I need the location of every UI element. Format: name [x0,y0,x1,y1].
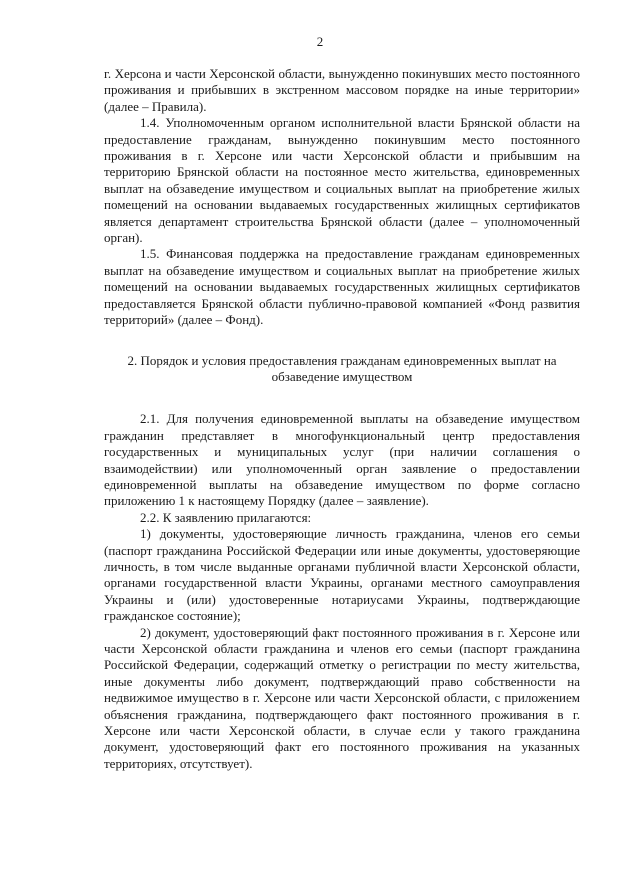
list-item-1: 1) документы, удостоверяющие личность гражданина, членов его семьи (паспорт гражданина Российской Федерации или иные документы, удостоверяющие личность, в том числе выданные органами публичной власти Херсонской области, органами государственной власти Украины, органами местного самоуправления Украины и (или) удостоверенные нотариусами Украины, подтверждающие гражданское состояние); [104,526,580,624]
document-body [104,66,580,772]
paragraph-1-5: 1.5. Финансовая поддержка на предоставление гражданам единовременных выплат на обзаведение имуществом и социальных выплат на приобретение жилых помещений на основании выдаваемых государственных жилищных сертификатов предоставляется Брянской области публично-правовой компанией «Фонд развития территорий» (далее – Фонд). [104,246,580,328]
page-number: 2 [316,34,324,49]
list-item-2: 2) документ, удостоверяющий факт постоянного проживания в г. Херсоне или части Херсонской области гражданина и членов его семьи (паспорт гражданина Российской Федерации, содержащий отметку о регистрации по месту жительства, иные документы либо документ, подтверждающий право собственности на недвижимое имущество в г. Херсоне или части Херсонской области, с приложением объяснения гражданина, подтверждающего факт постоянного проживания в г. Херсоне или части Херсонской области, в случае если у такого гражданина документ, удостоверяющий факт его постоянного проживания на указанных территориях, отсутствует). [104,624,580,771]
paragraph-2-1: 2.1. Для получения единовременной выплаты на обзаведение имуществом гражданин представляет в многофункциональный центр предоставления государственных и муниципальных услуг (при наличии соглашения о взаимодействии) или уполномоченный орган заявление о предоставлении единовременной выплаты на обзаведение имуществом по форме согласно приложению 1 к настоящему Порядку (далее – заявление). [104,411,580,509]
paragraph-2-2: 2.2. К заявлению прилагаются: [140,509,312,525]
section-2-heading: 2. Порядок и условия предоставления гражданам единовременных выплат на обзаведение имуществом [127,352,557,384]
paragraph-1-4: 1.4. Уполномоченным органом исполнительной власти Брянской области на предоставление гражданам, вынужденно покинувшим место постоянного проживания в г. Херсоне или части Херсонской области и прибывшим на территорию Брянской области на постоянное место жительства, единовременных выплат на обзаведение имуществом и социальных выплат на приобретение жилых помещений на основании выдаваемых государственных жилищных сертификатов является департамент строительства Брянской области (далее – уполномоченный орган). [104,115,580,246]
paragraph-continuation: г. Херсона и части Херсонской области, вынужденно покинувших место постоянного проживания и прибывших в экстренном массовом порядке на иные территории» (далее – Правила). [104,66,580,114]
